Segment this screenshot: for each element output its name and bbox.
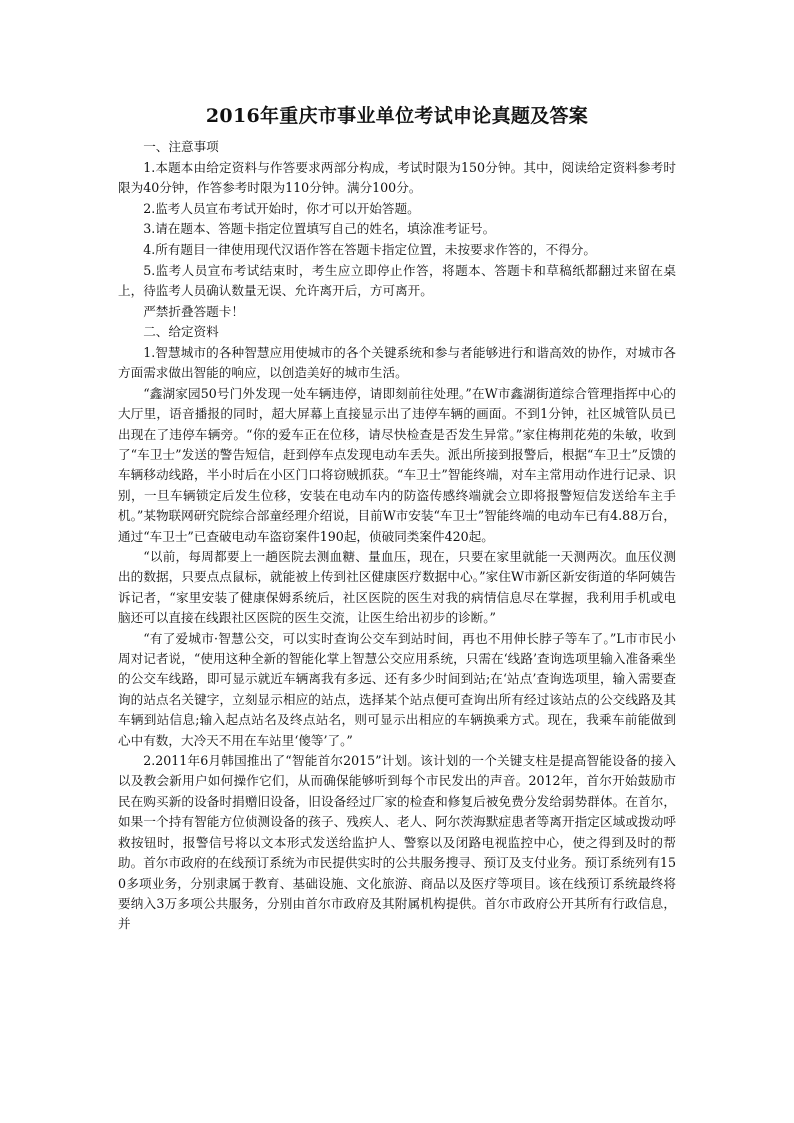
section-heading-notes: 一、注意事项 [143, 139, 219, 154]
material-paragraph-3: “以前，每周都要上一趟医院去测血糖、量血压，现在，只要在家里就能一天测两次。血压仪测出的数据，只要点点鼠标，就能被上传到社区健康医疗数据中心。”家住W市新区新安街道的华阿姨告诉记者，“家里安装了健康保姆系统后，社区医院的医生对我的病情信息尽在掌握，我利用手机或电脑还可以直接在线跟社区医院的医生交流，让医生给出初步的诊断。” [118, 549, 676, 626]
note-warning: 严禁折叠答题卡！ [143, 303, 244, 319]
material-paragraph-2: “鑫湖家园50号门外发现一处车辆违停，请即刻前往处理。”在W市鑫湖街道综合管理指挥中心的大厅里，语音播报的同时，超大屏幕上直接显示出了违停车辆的画面。不到1分钟，社区城管队员已出现在了违停车辆旁。“你的爱车正在位移，请尽快检查是否发生异常。”家住梅荆花苑的朱敏，收到了“车卫士”发送的警告短信，赶到停车点发现电动车丢失。派出所接到报警后，根据“车卫士”反馈的车辆移动线路，半小时后在小区门口将窃贼抓获。“车卫士”智能终端，对车主常用动作进行记录、识别，一旦车辆锁定后发生位移，安装在电动车内的防盗传感终端就会立即将报警短信发送给车主手机。”某物联网研究院综合部童经理介绍说，目前W市安装“车卫士”智能终端的电动车已有4.88万台，通过“车卫士”已查破电动车盗窃案件190起，侦破同类案件420起。 [118, 385, 676, 544]
section-heading-materials: 二、给定资料 [143, 324, 219, 340]
note-paragraph-4: 4.所有题目一律使用现代汉语作答在答题卡指定位置，未按要求作答的，不得分。 [143, 241, 596, 257]
material-paragraph-5: 2.2011年6月韩国推出了“智能首尔2015”计划。该计划的一个关键支柱是提高智能设备的接入以及教会新用户如何操作它们，从而确保能够听到每个市民发出的声音。2012年，首尔开始鼓励市民在购买新的设备时捐赠旧设备，旧设备经过厂家的检查和修复后被免费分发给弱势群体。在首尔，如果一个持有智能方位侦测设备的孩子、残疾人、老人、阿尔茨海默症患者等离开指定区域或拨动呼救按钮时，报警信号将以文本形式发送给监护人、警察以及闭路电视监控中心，使之得到及时的帮助。首尔市政府的在线预订系统为市民提供实时的公共服务搜寻、预订及支付业务。预订系统列有150多项业务，分别隶属于教育、基础设施、文化旅游、商品以及医疗等项目。该在线预订系统最终将要纳入3万多项公共服务，分别由首尔市政府及其附属机构提供。首尔市政府公开其所有行政信息，并 [118, 753, 676, 932]
material-paragraph-4: “有了爱城市·智慧公交，可以实时查询公交车到站时间，再也不用伸长脖子等车了。”L市市民小周对记者说，“使用这种全新的智能化掌上智慧公交应用系统，只需在‘线路’查询选项里输入准备乘坐的公交车线路，即可显示就近车辆离我有多远、还有多少时间到站;在‘站点’查询选项里，输入需要查询的站点名关键字，立刻显示相应的站点，选择某个站点便可查询出所有经过该站点的公交线路及其车辆到站信息;输入起点站名及终点站名，则可显示出相应的车辆换乘方式。现在，我乘车前能做到心中有数，大冷天不用在车站里‘傻等’了。” [118, 630, 676, 748]
note-paragraph-2: 2.监考人员宣布考试开始时，你才可以开始答题。 [143, 200, 420, 216]
note-paragraph-3: 3.请在题本、答题卡指定位置填写自己的姓名，填涂准考证号。 [143, 221, 496, 237]
note-paragraph-1: 1.本题本由给定资料与作答要求两部分构成，考试时限为150分钟。其中，阅读给定资料参考时限为40分钟，作答参考时限为110分钟。满分100分。 [118, 159, 676, 196]
material-paragraph-1: 1.智慧城市的各种智慧应用使城市的各个关键系统和参与者能够进行和谐高效的协作，对城市各方面需求做出智能的响应，以创造美好的城市生活。 [118, 344, 676, 381]
note-paragraph-5: 5.监考人员宣布考试结束时，考生应立即停止作答，将题本、答题卡和草稿纸都翻过来留在桌上，待监考人员确认数量无误、允许离开后，方可离开。 [118, 262, 676, 299]
document-title: 2016年重庆市事业单位考试申论真题及答案 [205, 105, 589, 127]
